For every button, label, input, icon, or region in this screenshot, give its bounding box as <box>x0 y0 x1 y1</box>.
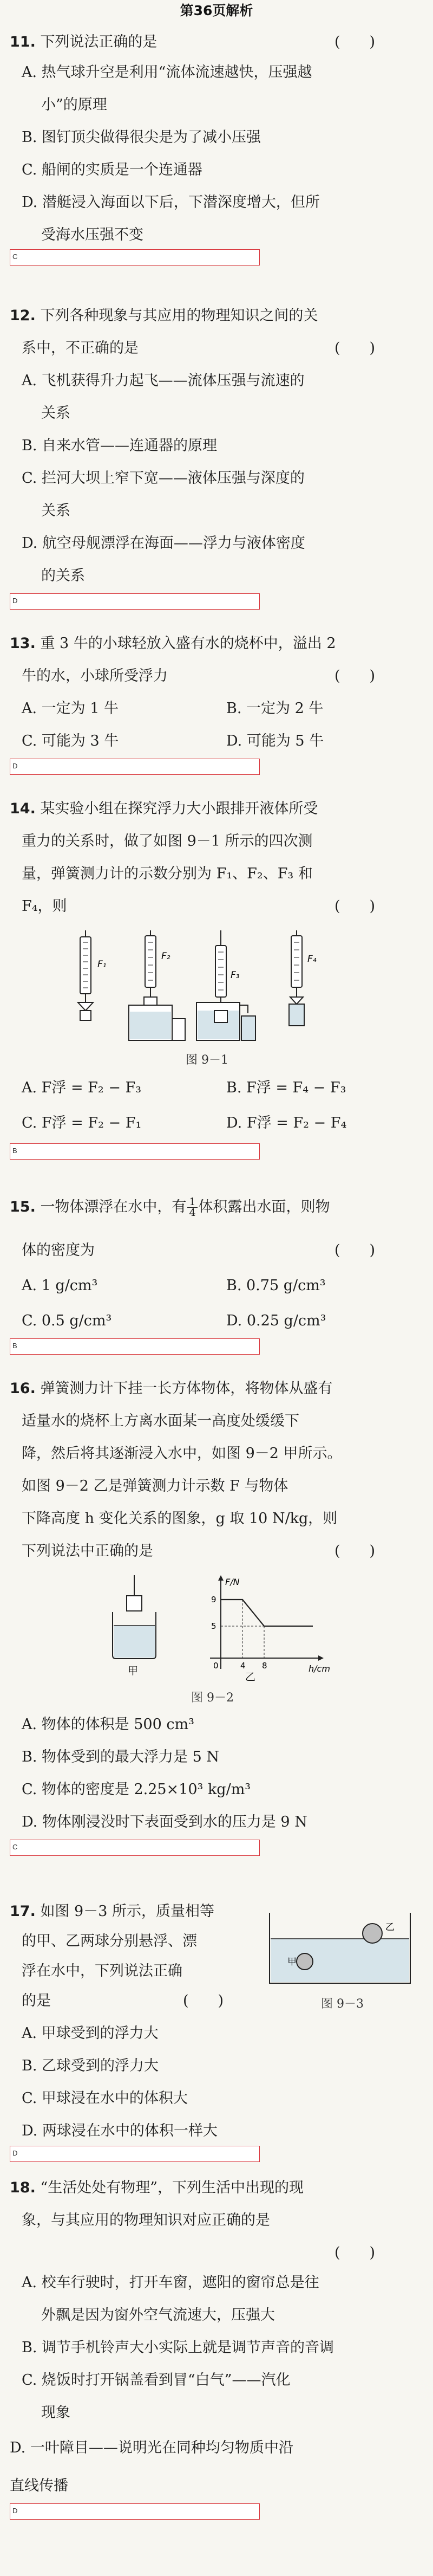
stem-text-2: 重力的关系时，做了如图 9－1 所示的四次测 <box>22 833 313 850</box>
question-stem <box>10 1197 330 1218</box>
option-b: B. F浮 = F₄ − F₃ <box>226 1079 346 1096</box>
figure-9-2 <box>107 1574 334 1682</box>
option-d: D. F浮 = F₂ − F₄ <box>226 1115 347 1131</box>
answer-paren: ( ) <box>334 1543 376 1559</box>
question-18 <box>10 2173 423 2563</box>
option-a: A. 校车行驶时，打开车窗，遮阳的窗帘总是往 <box>22 2274 319 2291</box>
option-a-cont: 小”的原理 <box>41 96 107 113</box>
stem-text-2: 体的密度为 <box>22 1242 95 1259</box>
stem-text: “生活处处有物理”，下列生活中出现的现 <box>40 2179 304 2196</box>
stem-text-2: 的甲、乙两球分别悬浮、漂 <box>22 1933 197 1950</box>
answer-paren: ( ) <box>334 668 376 684</box>
answer-text: C <box>12 253 18 261</box>
option-b: B. 乙球受到的浮力大 <box>22 2057 159 2074</box>
answer-box <box>10 1840 260 1856</box>
option-b: B. 一定为 2 牛 <box>226 700 324 717</box>
option-b: B. 调节手机铃声大小实际上就是调节声音的音调 <box>22 2339 334 2356</box>
question-11 <box>10 27 423 298</box>
stem-text-4: 的是 <box>22 1992 51 2009</box>
question-number: 12. <box>10 307 36 324</box>
option-d: D. 物体刚浸没时下表面受到水的压力是 9 N <box>22 1814 307 1830</box>
question-number: 17. <box>10 1903 36 1920</box>
question-stem <box>10 1902 214 1921</box>
question-number: 16. <box>10 1380 36 1397</box>
graph-y-tick-5: 5 <box>211 1621 216 1631</box>
stem-text: 下列各种现象与其应用的物理知识之间的关 <box>40 307 318 324</box>
spring-scale-2 <box>129 930 185 1040</box>
graph-y-axis-label: F/N <box>225 1577 240 1587</box>
label-jia: 甲 <box>287 1957 297 1967</box>
answer-box <box>10 2503 260 2520</box>
option-c: C. F浮 = F₂ − F₁ <box>22 1115 142 1131</box>
answer-box <box>10 2146 260 2162</box>
stem-text-3: 降，然后将其逐渐浸入水中，如图 9－2 甲所示。 <box>22 1445 342 1462</box>
question-16 <box>10 1374 423 1894</box>
stem-text-4: F₄，则 <box>22 898 67 915</box>
stem-text-2: 牛的水，小球所受浮力 <box>22 668 168 684</box>
ball-yi <box>363 1924 382 1943</box>
stem-text: 某实验小组在探究浮力大小跟排开液体所受 <box>40 800 318 817</box>
answer-paren: ( ) <box>334 1242 376 1259</box>
label-yi: 乙 <box>385 1922 395 1933</box>
option-d-cont: 直线传播 <box>10 2477 68 2494</box>
answer-text: D <box>12 597 18 605</box>
answer-text: C <box>12 1843 18 1851</box>
question-stem <box>10 306 318 326</box>
option-c: C. 物体的密度是 2.25×10³ kg/m³ <box>22 1781 251 1798</box>
question-number: 15. <box>10 1199 36 1215</box>
question-17 <box>10 1897 423 2200</box>
question-stem <box>10 1379 332 1399</box>
f3-label: F₃ <box>231 970 240 981</box>
option-a-cont: 关系 <box>41 405 70 422</box>
graph-x-tick-4: 4 <box>240 1661 246 1671</box>
answer-box <box>10 1338 260 1355</box>
fraction-numerator: 1 <box>187 1197 197 1208</box>
answer-text: D <box>12 762 18 770</box>
option-a: A. 飞机获得升力起飞——流体压强与流速的 <box>22 372 305 389</box>
graph-x-tick-0: 0 <box>213 1661 219 1671</box>
graph-x-axis-label: h/cm <box>309 1664 330 1674</box>
stem-text-post: 体积露出水面，则物 <box>198 1199 330 1215</box>
figure-caption: 图 9－2 <box>191 1691 234 1705</box>
option-c: C. 拦河大坝上窄下宽——液体压强与深度的 <box>22 470 305 487</box>
answer-text: B <box>12 1147 17 1155</box>
option-d: D. 航空母舰漂浮在海面——浮力与液体密度 <box>22 535 305 552</box>
beaker-setup-jia <box>113 1575 156 1677</box>
option-c: C. 烧饭时打开锅盖看到冒“白气”——汽化 <box>22 2372 291 2389</box>
option-a <box>22 1715 194 1734</box>
option-a-cont: 外飘是因为窗外空气流速大，压强大 <box>41 2307 275 2323</box>
question-stem <box>10 33 157 52</box>
answer-paren: ( ) <box>334 340 376 357</box>
figure-caption: 图 9－3 <box>321 1997 364 2011</box>
stem-text-4: 如图 9－2 乙是弹簧测力计示数 F 与物体 <box>22 1478 288 1494</box>
option-d-cont: 的关系 <box>41 567 85 584</box>
stem-text-3: 量，弹簧测力计的示数分别为 F₁、F₂、F₃ 和 <box>22 865 313 882</box>
answer-paren: ( ) <box>334 2244 376 2261</box>
option-d-cont: 受海水压强不变 <box>41 226 143 243</box>
stem-text-2: 系中，不正确的是 <box>22 340 139 357</box>
stem-text: 弹簧测力计下挂一长方体物体，将物体从盛有 <box>40 1380 333 1397</box>
figure-9-1 <box>58 929 362 1048</box>
answer-paren: ( ) <box>183 1992 224 2009</box>
option-a: A. 热气球升空是利用“流体流速越快，压强越 <box>22 64 312 81</box>
option-a: A. 甲球受到的浮力大 <box>22 2025 159 2042</box>
stem-text: 下列说法正确的是 <box>40 34 158 50</box>
answer-box <box>10 249 260 266</box>
question-number: 13. <box>10 635 36 652</box>
question-15 <box>10 1189 423 1368</box>
f1-label: F₁ <box>97 959 107 970</box>
answer-paren: ( ) <box>334 898 376 915</box>
answer-text: D <box>12 2507 18 2515</box>
answer-text: B <box>12 1342 17 1350</box>
question-number: 11. <box>10 34 36 50</box>
answer-box <box>10 593 260 610</box>
graph-line <box>221 1600 313 1626</box>
option-c: C. 0.5 g/cm³ <box>22 1312 112 1329</box>
option-b: B. 自来水管——连通器的原理 <box>22 437 218 454</box>
figure-9-3 <box>264 1907 416 1989</box>
stem-text-2: 象，与其应用的物理知识对应正确的是 <box>22 2212 270 2229</box>
graph-x-tick-8: 8 <box>262 1661 267 1671</box>
option-c: C. 甲球浸在水中的体积大 <box>22 2090 188 2107</box>
answer-text: D <box>12 2149 18 2157</box>
option-a: A. 1 g/cm³ <box>22 1277 98 1294</box>
question-14 <box>10 794 423 1184</box>
stem-text: 如图 9－3 所示，质量相等 <box>40 1903 214 1920</box>
ball-jia <box>297 1953 313 1970</box>
option-c: C. 船闸的实质是一个连通器 <box>22 161 202 178</box>
fraction <box>187 1197 197 1218</box>
option-d: D. 一叶障目——说明光在同种均匀物质中沿 <box>10 2439 293 2456</box>
stem-text-2: 适量水的烧杯上方离水面某一高度处缓缓下 <box>22 1413 299 1429</box>
stem-text-6: 下列说法中正确的是 <box>22 1543 153 1559</box>
spring-scale-4 <box>289 930 317 1026</box>
f-h-graph <box>210 1575 330 1682</box>
stem-text-5: 下降高度 h 变化关系的图象，g 取 10 N/kg，则 <box>22 1510 338 1527</box>
spring-scale-3 <box>196 930 255 1040</box>
question-stem <box>10 2178 304 2198</box>
page-header: 第36页解析 <box>180 3 253 18</box>
figure-caption: 图 9－1 <box>186 1053 228 1067</box>
question-stem <box>10 799 318 819</box>
stem-text: 一物体漂浮在水中，有 <box>40 1199 187 1215</box>
option-a: A. F浮 = F₂ − F₃ <box>22 1079 142 1096</box>
question-13 <box>10 629 423 791</box>
answer-box <box>10 1143 260 1160</box>
f2-label: F₂ <box>161 951 170 962</box>
question-number: 14. <box>10 800 36 817</box>
stem-text-3: 浮在水中，下列说法正确 <box>22 1963 182 1979</box>
option-a: A. 一定为 1 牛 <box>22 700 119 717</box>
stem-text: 重 3 牛的小球轻放入盛有水的烧杯中，溢出 2 <box>40 635 336 652</box>
spring-scale-1 <box>78 930 107 1020</box>
option-c-cont: 现象 <box>41 2404 70 2421</box>
answer-paren: ( ) <box>334 34 376 50</box>
option-d: D. 0.25 g/cm³ <box>226 1312 326 1329</box>
option-d: D. 潜艇浸入海面以下后，下潜深度增大，但所 <box>22 194 320 211</box>
question-number: 18. <box>10 2179 36 2196</box>
fraction-denominator: 4 <box>189 1207 196 1219</box>
answer-box <box>10 759 260 775</box>
label-yi: 乙 <box>245 1671 256 1682</box>
option-c: C. 可能为 3 牛 <box>22 733 119 749</box>
question-stem <box>10 634 336 653</box>
f4-label: F₄ <box>307 954 317 965</box>
option-b: B. 物体受到的最大浮力是 5 N <box>22 1749 219 1765</box>
option-c-cont: 关系 <box>41 502 70 519</box>
option-d: D. 可能为 5 牛 <box>226 733 324 749</box>
option-a-text: A. 物体的体积是 500 cm³ <box>22 1716 194 1733</box>
option-d: D. 两球浸在水中的体积一样大 <box>22 2122 218 2139</box>
option-b: B. 0.75 g/cm³ <box>226 1277 326 1294</box>
question-12 <box>10 301 423 626</box>
label-jia: 甲 <box>128 1665 139 1677</box>
option-b: B. 图钉顶尖做得很尖是为了减小压强 <box>22 129 261 146</box>
graph-y-tick-9: 9 <box>211 1595 216 1604</box>
